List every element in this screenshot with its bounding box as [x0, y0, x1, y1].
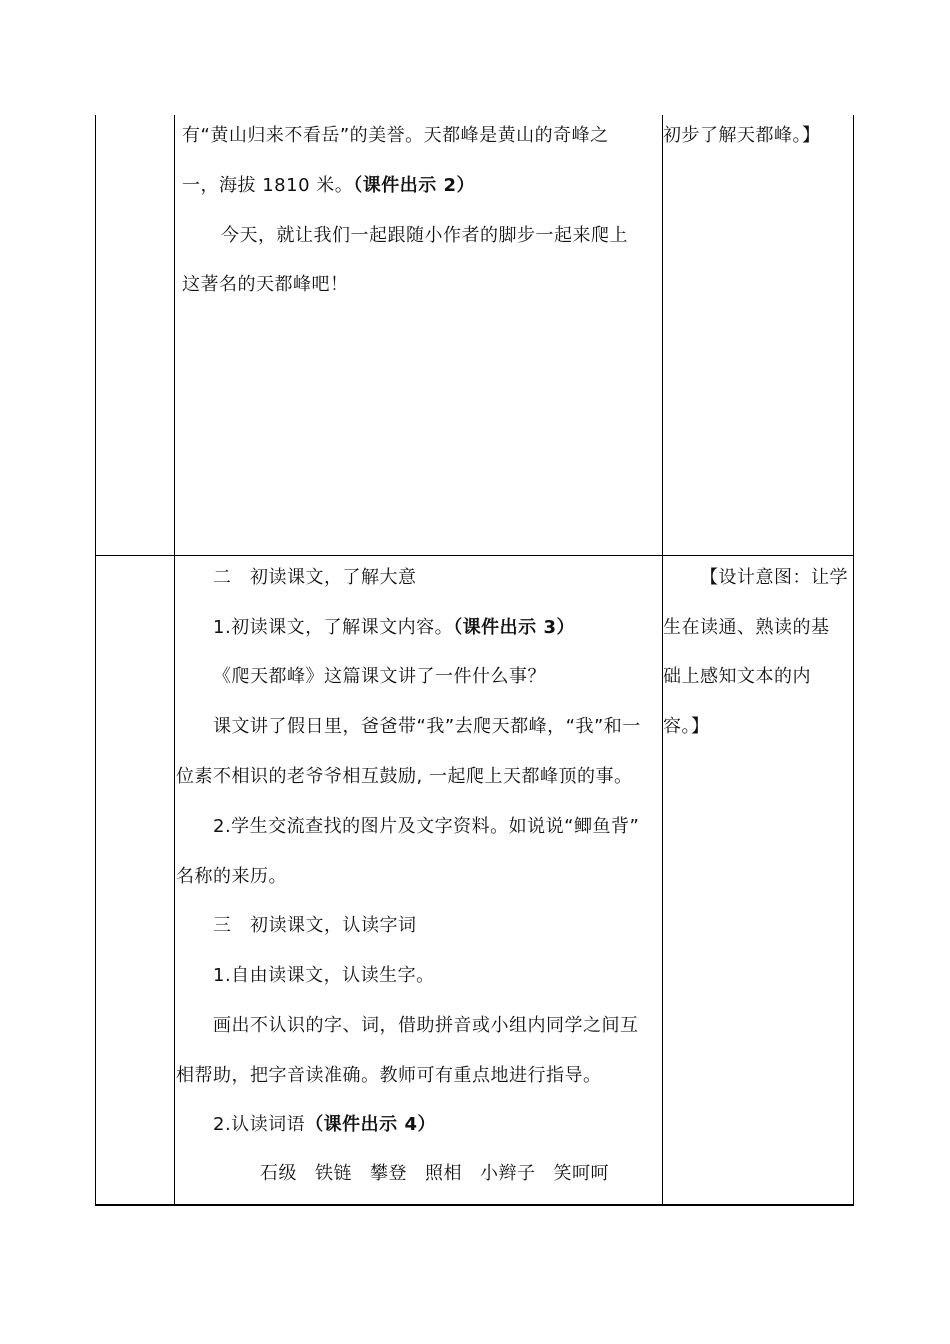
row1-text-line1: 有“黄山归来不看岳”的美誉。天都峰是黄山的奇峰之	[182, 125, 609, 146]
answer-line1: 课文讲了假日里，爸爸带“我”去爬天都峰，“我”和一	[213, 716, 641, 737]
row1-design-note: 初步了解天都峰。】	[663, 125, 821, 146]
design-intent-line3: 础上感知文本的内	[663, 666, 811, 687]
table-right-border	[853, 115, 854, 1206]
step-2-line1: 2.学生交流查找的图片及文字资料。如说说“鲫鱼背”	[213, 816, 640, 837]
substep-1-detail-line2: 相帮助，把字音读准确。教师可有重点地进行指导。	[176, 1065, 602, 1086]
substep-2-line	[213, 1113, 436, 1137]
answer-line2: 位素不相识的老爷爷相互鼓励, 一起爬上天都峰顶的事。	[176, 766, 633, 787]
vocab-word: 笑呵呵	[553, 1163, 609, 1184]
table-left-border	[95, 115, 96, 1206]
section-heading-2: 二 初读课文，了解大意	[213, 567, 417, 588]
vocab-word: 照相	[425, 1163, 462, 1184]
courseware-ref-4: （课件出示 4）	[305, 1114, 436, 1135]
table-col-divider-1	[174, 115, 175, 1206]
vocab-word: 铁链	[315, 1163, 352, 1184]
table-bottom-border	[95, 1204, 854, 1206]
step-1-line	[213, 616, 575, 640]
section-heading-3: 三 初读课文，认读字词	[213, 915, 417, 936]
row1-text-line2	[182, 174, 475, 198]
step-2-line2: 名称的来历。	[176, 866, 287, 887]
vocabulary-list	[260, 1162, 627, 1186]
question-line: 《爬天都峰》这篇课文讲了一件什么事？	[213, 666, 546, 687]
step-1-text: 1.初读课文，了解课文内容。	[213, 617, 454, 638]
table-col-divider-2	[662, 115, 663, 1206]
vocab-word: 石级	[260, 1163, 297, 1184]
row1-line2-text: 一，海拔 1810 米。	[182, 175, 354, 196]
vocab-word: 攀登	[370, 1163, 407, 1184]
row1-text-line4: 这著名的天都峰吧！	[182, 274, 349, 295]
courseware-ref-3: （课件出示 3）	[453, 617, 575, 638]
courseware-ref-2: （课件出示 2）	[353, 175, 476, 196]
substep-2-text: 2.认读词语	[213, 1114, 306, 1135]
design-intent-line1: 【设计意图：让学	[700, 567, 848, 588]
design-intent-line2: 生在读通、熟读的基	[663, 617, 830, 638]
table-row-divider	[95, 555, 854, 556]
row1-text-line3: 今天，就让我们一起跟随小作者的脚步一起来爬上	[221, 225, 628, 246]
vocab-word: 小辫子	[480, 1163, 536, 1184]
substep-1: 1.自由读课文，认读生字。	[213, 965, 435, 986]
design-intent-line4: 容。】	[663, 716, 710, 737]
substep-1-detail-line1: 画出不认识的字、词，借助拼音或小组内同学之间互	[213, 1015, 639, 1036]
